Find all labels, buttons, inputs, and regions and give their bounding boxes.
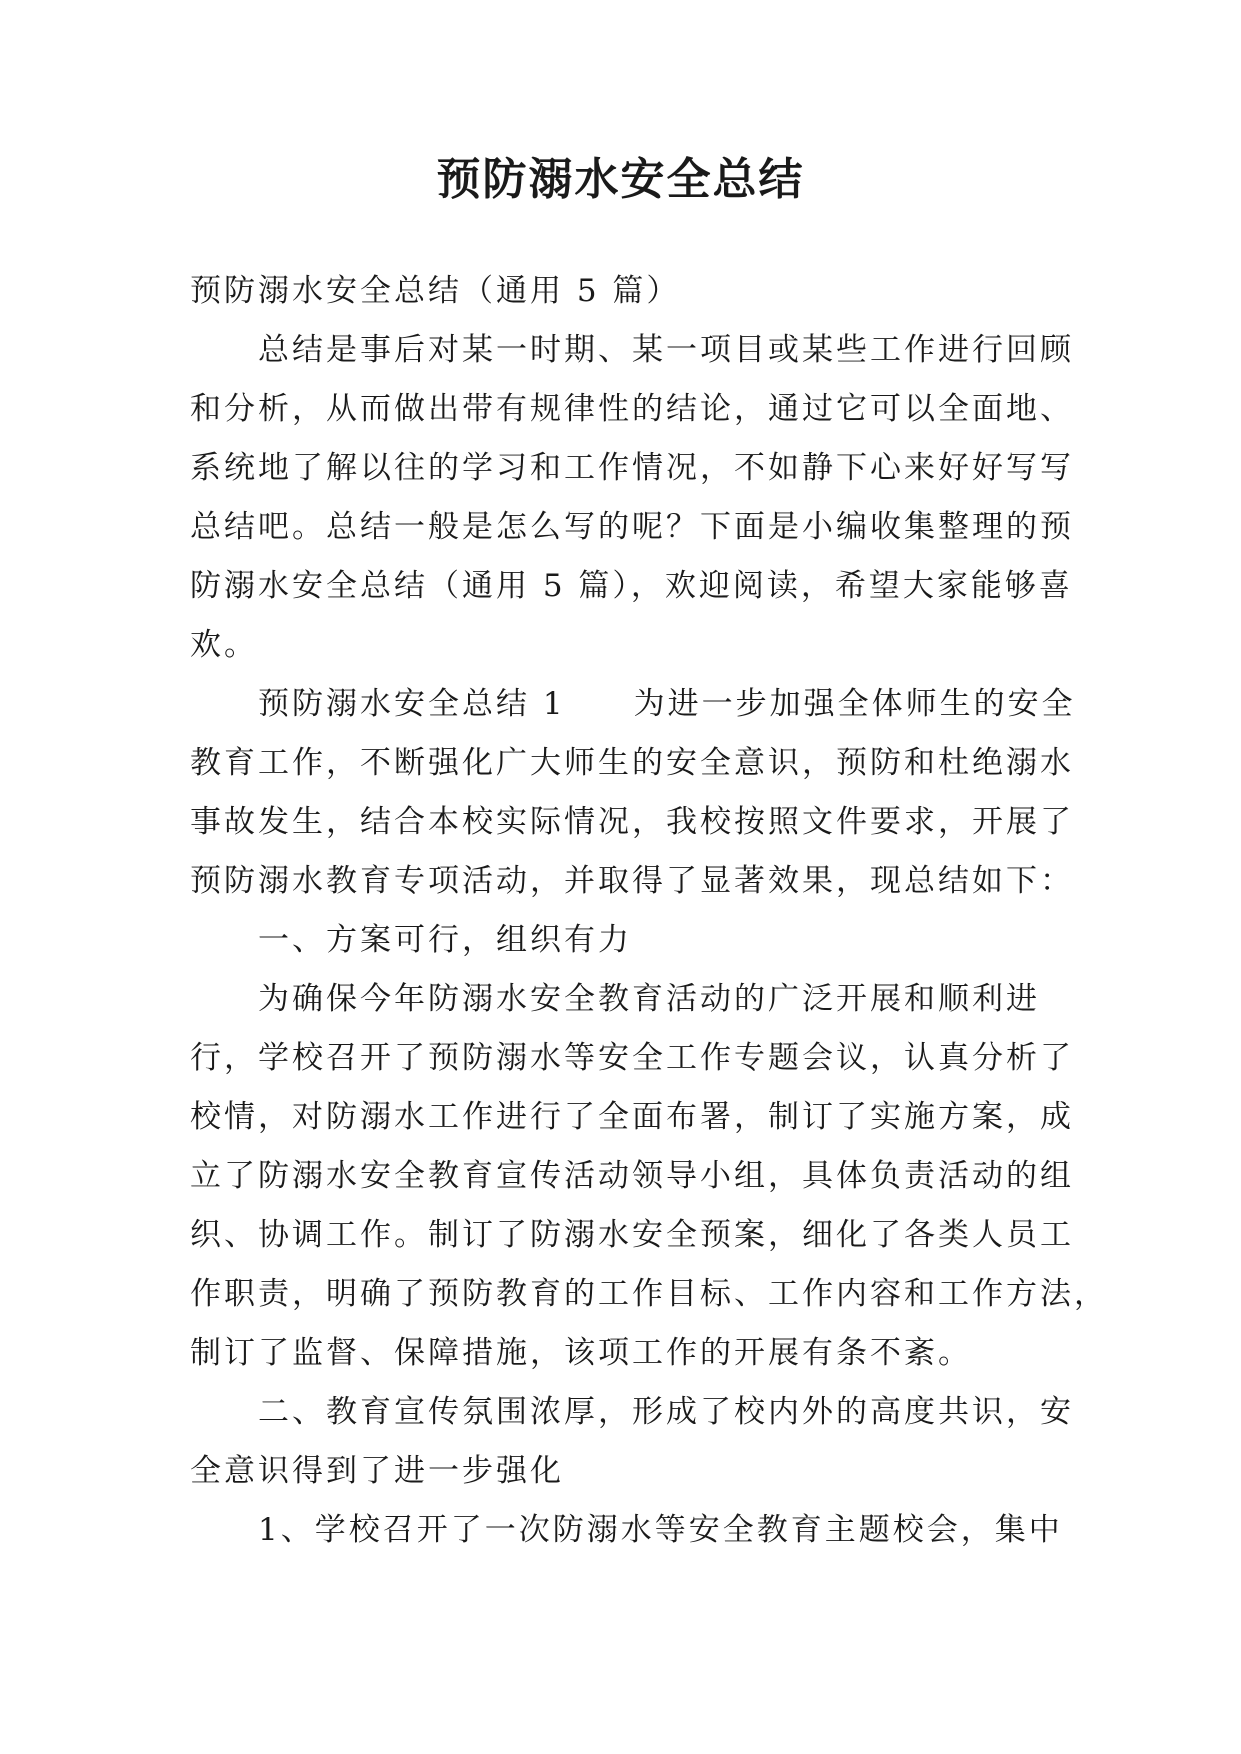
intro-paragraph-line: 总结是事后对某一时期、某一项目或某些工作进行回顾	[258, 332, 1074, 368]
document-body	[190, 262, 1108, 1560]
education-item-line: 1、学校召开了一次防溺水等安全教育主题校会，集中	[258, 1512, 1063, 1548]
plan-paragraph-line: 行，学校召开了预防溺水等安全工作专题会议，认真分析了	[190, 1040, 1074, 1076]
section-one-paragraph-line: 预防溺水教育专项活动，并取得了显著效果，现总结如下：	[190, 863, 1074, 899]
heading-education-line: 二、教育宣传氛围浓厚，形成了校内外的高度共识，安	[258, 1394, 1074, 1430]
plan-paragraph-line: 制订了监督、保障措施，该项工作的开展有条不紊。	[190, 1335, 972, 1371]
plan-paragraph-line: 织、协调工作。制订了防溺水安全预案，细化了各类人员工	[190, 1217, 1074, 1253]
intro-paragraph-line: 总结吧。总结一般是怎么写的呢？下面是小编收集整理的预	[190, 509, 1074, 545]
subtitle-line: 预防溺水安全总结（通用 5 篇）	[190, 273, 681, 309]
intro-paragraph-line: 系统地了解以往的学习和工作情况，不如静下心来好好写写	[190, 450, 1074, 486]
plan-paragraph-line: 作职责，明确了预防教育的工作目标、工作内容和工作方法，	[190, 1276, 1108, 1312]
plan-paragraph-line: 校情，对防溺水工作进行了全面布署，制订了实施方案，成	[190, 1099, 1074, 1135]
section-one-paragraph-line: 教育工作，不断强化广大师生的安全意识，预防和杜绝溺水	[190, 745, 1074, 781]
section-one-paragraph-line: 预防溺水安全总结 1 为进一步加强全体师生的安全	[258, 686, 1076, 722]
intro-paragraph-line: 和分析，从而做出带有规律性的结论，通过它可以全面地、	[190, 391, 1074, 427]
heading-plan-line: 一、方案可行，组织有力	[258, 922, 632, 958]
plan-paragraph-line: 为确保今年防溺水安全教育活动的广泛开展和顺利进	[258, 981, 1040, 1017]
intro-paragraph-line: 欢。	[190, 627, 258, 663]
plan-paragraph-line: 立了防溺水安全教育宣传活动领导小组，具体负责活动的组	[190, 1158, 1074, 1194]
intro-paragraph-line: 防溺水安全总结（通用 5 篇），欢迎阅读，希望大家能够喜	[190, 568, 1073, 604]
section-one-paragraph-line: 事故发生，结合本校实际情况，我校按照文件要求，开展了	[190, 804, 1074, 840]
document-title: 预防溺水安全总结	[436, 154, 805, 205]
heading-education-line: 全意识得到了进一步强化	[190, 1453, 564, 1489]
